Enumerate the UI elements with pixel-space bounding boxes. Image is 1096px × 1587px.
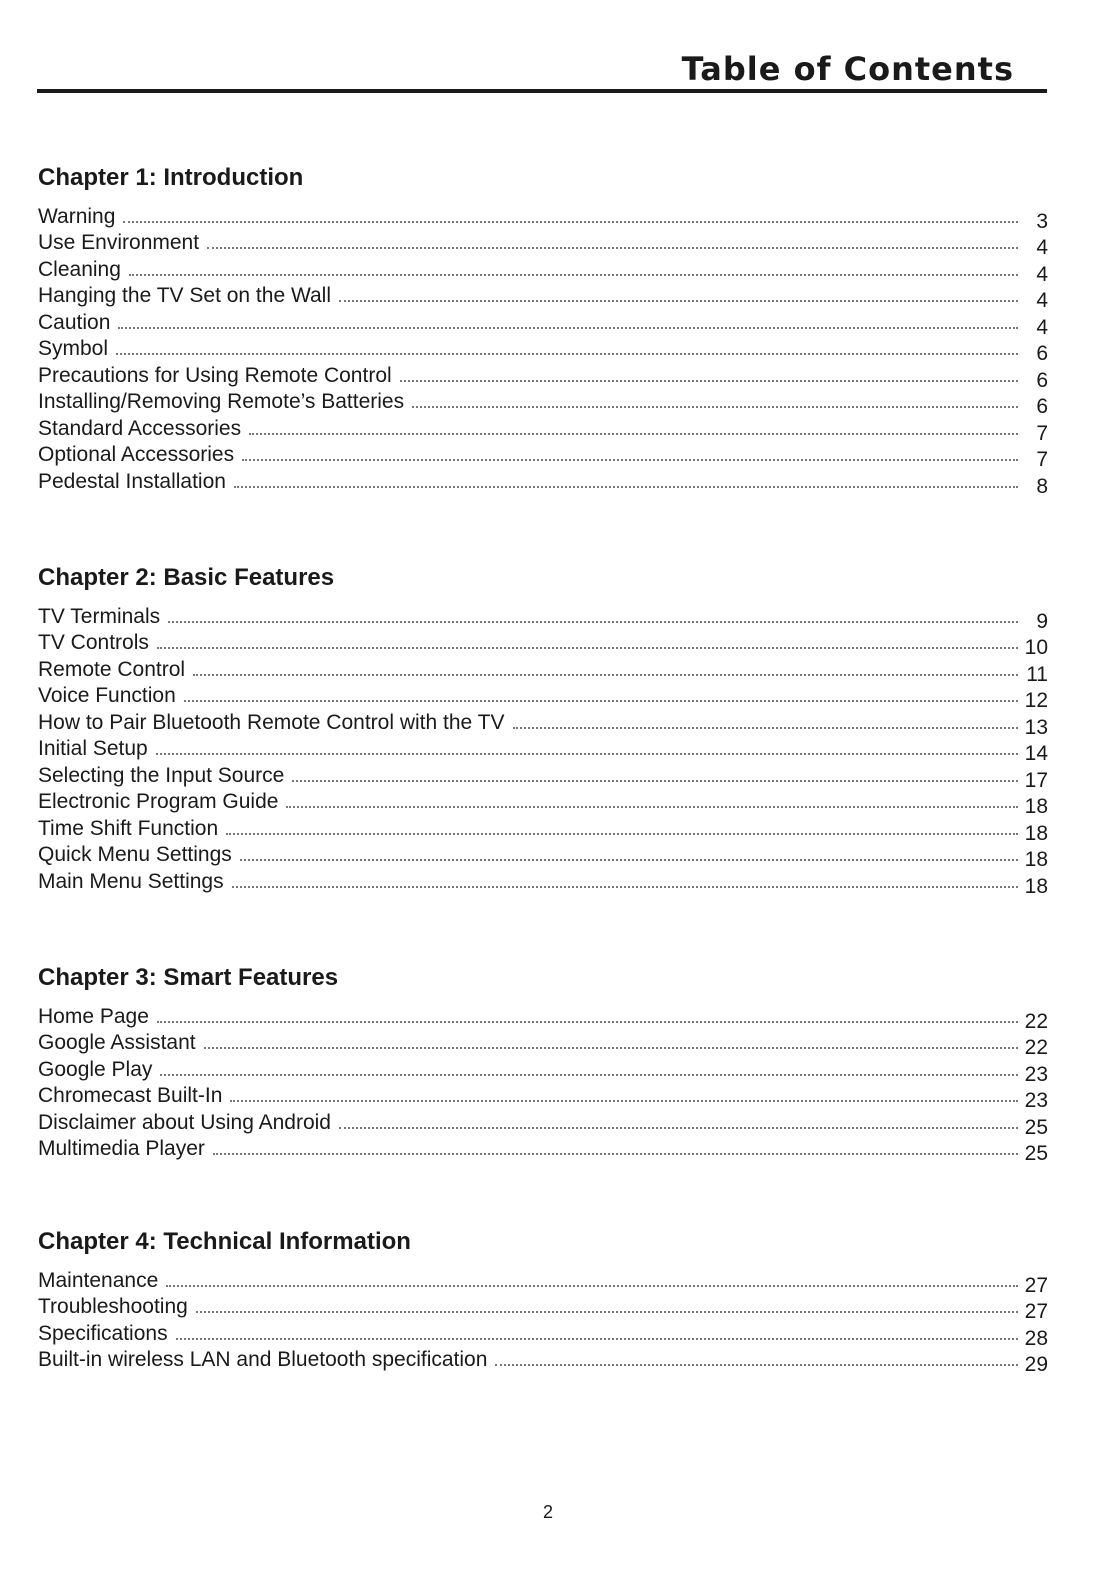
toc-entry-page: 18 bbox=[1024, 821, 1048, 845]
toc-entry-page: 6 bbox=[1036, 395, 1048, 418]
toc-entry-label: Specifications bbox=[38, 1321, 168, 1345]
toc-entry-page: 7 bbox=[1036, 421, 1048, 445]
dot-leader bbox=[196, 1311, 1018, 1313]
toc-entry-label: Initial Setup bbox=[38, 737, 148, 760]
toc-entry-label: Symbol bbox=[38, 337, 109, 360]
dot-leader bbox=[213, 1153, 1018, 1155]
toc-entry-page: 29 bbox=[1024, 1353, 1048, 1376]
toc-entry-page: 23 bbox=[1024, 1089, 1048, 1112]
toc-entry bbox=[38, 229, 1048, 259]
toc-entry-label: Caution bbox=[38, 310, 111, 334]
toc-list bbox=[38, 1002, 1048, 1165]
toc-entry-label: Remote Control bbox=[38, 657, 186, 681]
toc-entry-label: Chromecast Built-In bbox=[38, 1084, 223, 1107]
dot-leader bbox=[400, 380, 1018, 382]
toc-entry-page: 13 bbox=[1024, 715, 1048, 739]
toc-entry-page: 3 bbox=[1036, 209, 1048, 233]
toc-entry bbox=[38, 202, 1048, 233]
toc-entry bbox=[38, 708, 1048, 739]
toc-entry bbox=[38, 841, 1048, 871]
toc-entry bbox=[38, 255, 1048, 286]
toc-entry bbox=[38, 602, 1048, 633]
toc-entry bbox=[38, 682, 1048, 712]
toc-entry-page: 9 bbox=[1036, 609, 1048, 633]
toc-list bbox=[38, 1266, 1048, 1376]
toc-entry-label: Home Page bbox=[38, 1004, 149, 1028]
toc-entry-label: TV Terminals bbox=[38, 604, 161, 628]
toc-entry-label: How to Pair Bluetooth Remote Control with the TV bbox=[38, 710, 505, 734]
dot-leader bbox=[176, 1338, 1018, 1340]
dot-leader bbox=[226, 833, 1018, 835]
toc-entry-label: Google Assistant bbox=[38, 1031, 196, 1054]
toc-entry bbox=[38, 467, 1048, 498]
toc-entry-page: 22 bbox=[1024, 1009, 1048, 1033]
dot-leader bbox=[232, 886, 1018, 888]
toc-entry bbox=[38, 388, 1048, 418]
toc-entry-label: Pedestal Installation bbox=[38, 469, 226, 493]
toc-entry-label: Precautions for Using Remote Control bbox=[38, 363, 392, 387]
toc-entry-page: 17 bbox=[1024, 768, 1048, 792]
dot-leader bbox=[156, 753, 1018, 755]
toc-entry-page: 4 bbox=[1036, 315, 1048, 339]
toc-entry bbox=[38, 814, 1048, 845]
toc-entry-page: 4 bbox=[1036, 262, 1048, 286]
toc-entry-label: Main Menu Settings bbox=[38, 869, 224, 893]
dot-leader bbox=[513, 727, 1018, 729]
toc-entry-label: Disclaimer about Using Android bbox=[38, 1110, 331, 1134]
toc-entry-page: 10 bbox=[1024, 636, 1048, 659]
dot-leader bbox=[184, 700, 1018, 702]
toc-entry-page: 28 bbox=[1024, 1326, 1048, 1350]
toc-entry bbox=[38, 441, 1048, 471]
toc-entry bbox=[38, 1319, 1048, 1350]
chapter-1-section bbox=[38, 164, 1048, 498]
toc-entry-label: Time Shift Function bbox=[38, 816, 219, 840]
toc-entry bbox=[38, 1346, 1048, 1376]
toc-entry-label: TV Controls bbox=[38, 631, 149, 654]
toc-entry-label: Troubleshooting bbox=[38, 1295, 188, 1318]
toc-entry-label: Electronic Program Guide bbox=[38, 790, 279, 813]
toc-entry-page: 25 bbox=[1024, 1115, 1048, 1139]
toc-entry-page: 25 bbox=[1024, 1142, 1048, 1165]
toc-list bbox=[38, 202, 1048, 498]
toc-entry-label: Cleaning bbox=[38, 257, 121, 281]
toc-entry bbox=[38, 788, 1048, 818]
toc-entry-label: Installing/Removing Remote’s Batteries bbox=[38, 390, 405, 413]
toc-entry-page: 7 bbox=[1036, 448, 1048, 471]
toc-entry-page: 6 bbox=[1036, 342, 1048, 365]
toc-entry bbox=[38, 1082, 1048, 1112]
toc-entry bbox=[38, 735, 1048, 765]
dot-leader bbox=[168, 621, 1018, 623]
toc-entry-page: 18 bbox=[1024, 848, 1048, 871]
toc-entry-page: 18 bbox=[1024, 795, 1048, 818]
dot-leader bbox=[339, 1127, 1018, 1129]
toc-entry-label: Use Environment bbox=[38, 231, 200, 254]
chapter-4-section bbox=[38, 1228, 1048, 1376]
toc-entry bbox=[38, 1135, 1048, 1165]
dot-leader bbox=[116, 353, 1018, 355]
dot-leader bbox=[240, 859, 1018, 861]
toc-entry-page: 6 bbox=[1036, 368, 1048, 392]
dot-leader bbox=[495, 1364, 1018, 1366]
dot-leader bbox=[207, 247, 1018, 249]
dot-leader bbox=[412, 406, 1018, 408]
toc-entry-label: Selecting the Input Source bbox=[38, 763, 285, 787]
chapter-heading: Chapter 1: Introduction bbox=[38, 164, 304, 191]
dot-leader bbox=[204, 1047, 1018, 1049]
toc-entry-page: 4 bbox=[1036, 289, 1048, 312]
dot-leader bbox=[242, 459, 1018, 461]
toc-entry-label: Voice Function bbox=[38, 684, 176, 707]
page-title: Table of Contents bbox=[681, 50, 1014, 88]
toc-entry-label: Warning bbox=[38, 204, 116, 228]
toc-entry-page: 22 bbox=[1024, 1036, 1048, 1059]
toc-entry bbox=[38, 761, 1048, 792]
dot-leader bbox=[129, 274, 1018, 276]
toc-entry-label: Standard Accessories bbox=[38, 416, 242, 440]
toc-entry bbox=[38, 867, 1048, 898]
dot-leader bbox=[249, 433, 1018, 435]
chapter-heading: Chapter 2: Basic Features bbox=[38, 564, 335, 591]
toc-entry-page: 8 bbox=[1036, 474, 1048, 498]
dot-leader bbox=[339, 300, 1018, 302]
toc-entry bbox=[38, 1002, 1048, 1033]
toc-entry bbox=[38, 361, 1048, 392]
toc-entry-page: 18 bbox=[1024, 874, 1048, 898]
toc-entry-label: Google Play bbox=[38, 1057, 153, 1081]
dot-leader bbox=[230, 1100, 1018, 1102]
toc-entry bbox=[38, 1029, 1048, 1059]
toc-entry-label: Built-in wireless LAN and Bluetooth specification bbox=[38, 1348, 488, 1371]
toc-entry bbox=[38, 655, 1048, 686]
chapter-heading: Chapter 4: Technical Information bbox=[38, 1228, 411, 1255]
toc-entry-page: 23 bbox=[1024, 1062, 1048, 1086]
toc-entry bbox=[38, 1108, 1048, 1139]
toc-entry bbox=[38, 335, 1048, 365]
title-divider bbox=[37, 89, 1047, 93]
dot-leader bbox=[118, 327, 1018, 329]
toc-entry-page: 12 bbox=[1024, 689, 1048, 712]
toc-entry-page: 14 bbox=[1024, 742, 1048, 765]
toc-entry-label: Quick Menu Settings bbox=[38, 843, 232, 866]
chapter-2-section bbox=[38, 564, 1048, 898]
toc-entry-label: Multimedia Player bbox=[38, 1137, 205, 1160]
dot-leader bbox=[160, 1074, 1018, 1076]
page-number: 2 bbox=[542, 1502, 553, 1522]
dot-leader bbox=[166, 1285, 1018, 1287]
toc-entry bbox=[38, 1293, 1048, 1323]
chapter-heading: Chapter 3: Smart Features bbox=[38, 964, 339, 991]
toc-entry-page: 27 bbox=[1024, 1300, 1048, 1323]
toc-entry-label: Hanging the TV Set on the Wall bbox=[38, 284, 332, 307]
toc-entry bbox=[38, 414, 1048, 445]
chapter-3-section bbox=[38, 964, 1048, 1165]
dot-leader bbox=[123, 221, 1018, 223]
toc-entry-page: 4 bbox=[1036, 236, 1048, 259]
toc-entry bbox=[38, 1055, 1048, 1086]
toc-entry-page: 11 bbox=[1026, 662, 1048, 686]
toc-entry-page: 27 bbox=[1024, 1273, 1048, 1297]
dot-leader bbox=[292, 780, 1018, 782]
toc-entry bbox=[38, 1266, 1048, 1297]
dot-leader bbox=[157, 1021, 1018, 1023]
dot-leader bbox=[193, 674, 1018, 676]
toc-list bbox=[38, 602, 1048, 898]
toc-entry-label: Optional Accessories bbox=[38, 443, 235, 466]
dot-leader bbox=[234, 486, 1018, 488]
toc-entry bbox=[38, 308, 1048, 339]
toc-entry bbox=[38, 629, 1048, 659]
dot-leader bbox=[286, 806, 1018, 808]
toc-entry bbox=[38, 282, 1048, 312]
toc-entry-label: Maintenance bbox=[38, 1268, 159, 1292]
dot-leader bbox=[157, 647, 1018, 649]
